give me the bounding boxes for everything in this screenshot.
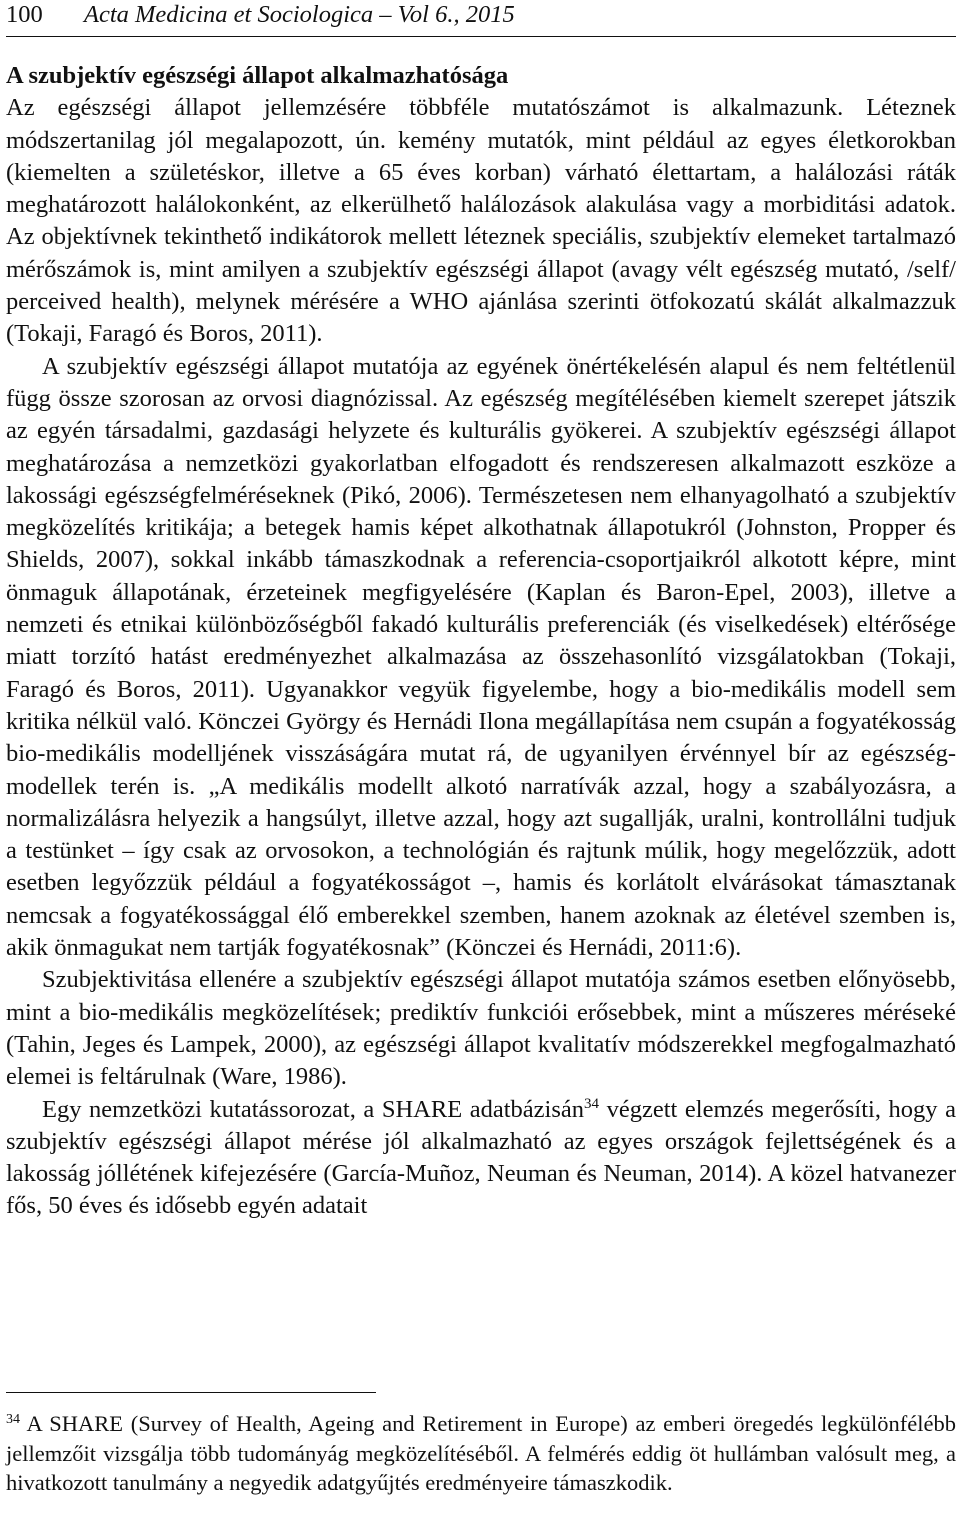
paragraph-4-start: Egy nemzetközi kutatássorozat, a SHARE adatbázisán [42,1095,585,1123]
footnote-text: A SHARE (Survey of Health, Ageing and Retirement in Europe) az emberi öregedés legkülönfélébb jellemzőit vizsgálja több tudományág megközelítéséből. A felmérés eddig öt hullámban valósult meg, a hivatkozott tanulmány a negyedik adatgyűjtés eredményeire támaszkodik. [6,1411,956,1495]
page-number: 100 [6,1,43,28]
paragraph-3: Szubjektivitása ellenére a szubjektív egészségi állapot mutatója számos esetben előnyösebb, mint a bio-medikális megközelítések; prediktív funkciói erősebbek, mint a műszeres méréseké (Tahin, Jeges és Lampek, 2000), az egészségi állapot kvalitatív módszerekkel megfogalmazható elemei is feltárulnak (Ware, 1986). [6,966,956,1091]
footnote-marker: 34 [6,1412,20,1427]
journal-title: Acta Medicina et Sociologica – Vol 6., 2015 [84,1,515,28]
section-heading: A szubjektív egészségi állapot alkalmazhatósága [6,62,509,89]
running-header [6,2,956,37]
footnote-separator [6,1392,376,1393]
paragraph-4-end: végzett elemzés megerősíti, hogy a szubjektív egészségi állapot mérése jól alkalmazható az egyes országok fejlettségének és a lakosság jóllétének kifejezésére (García-Muñoz, Neuman és Neuman, 2014). A közel hatvanezer fős, 50 éves és idősebb egyén adatait [6,1095,956,1220]
footnote-reference[interactable]: 34 [584,1095,600,1112]
paragraph-2: A szubjektív egészségi állapot mutatója az egyének önértékelésén alapul és nem feltétlenül függ össze szorosan az orvosi diagnózissal. Az egészség megítélésében kiemelt szerepet játszik az egyén társadalmi, gazdasági helyzete és kulturális gyökerei. A szubjektív egészségi állapot meghatározása a nemzetközi gyakorlatban elfogadott és rendszeresen alkalmazott eszköze a lakossági egészségfelméréseknek (Pikó, 2006). Természetesen nem elhanyagolható a szubjektív megközelítés kritikája; a betegek hamis képet alkothatnak állapotukról (Johnston, Propper és Shields, 2007), sokkal inkább támaszkodnak a referencia-csoportjaikról alkotott képre, mint önmaguk állapotának, érzeteinek megfigyelésére (Kaplan és Baron-Epel, 2003), illetve a nemzeti és etnikai különbözőségből fakadó kulturális preferenciák (és viselkedések) eltérősége miatt torzító hatást eredményezhet alkalmazása az összehasonlító vizsgálatokban (Tokaji, Faragó és Boros, 2011). Ugyanakkor vegyük figyelembe, hogy a bio-medikális modell sem kritika nélkül való. Könczei György és Hernádi Ilona megállapítása nem csupán a fogyatékosság bio-medikális modelljének visszáságára mutat rá, de ugyanilyen érvénnyel bír az egészség-modellek terén is. „A medikális modellt alkotó narratívák azzal, hogy a szabályozásra, a normalizálásra helyezik a hangsúlyt, illetve azzal, hogy azt sugallják, uralni, kontrollálni tudjuk a testünket – így csak az orvosokon, a technológián és rajtunk múlik, hogy megelőzzük, adott esetben legyőzzük például a fogyatékosságot –, hamis és korlátolt elvárásokat támasztanak nemcsak a fogyatékossággal élő emberekkel szemben, hanem azoknak az életével szemben is, akik önmagukat nem tartják fogyatékosnak” (Könczei és Hernádi, 2011:6). [6,352,956,962]
footnote [6,1409,956,1498]
paragraph-1: Az egészségi állapot jellemzésére többféle mutatószámot is alkalmazunk. Léteznek módszertanilag jól megalapozott, ún. kemény mutatók, mint például az egyes életkorokban (kiemelten a születéskor, illetve a 65 éves korban) várható élettartam, a halálozási ráták meghatározott halálokonként, az elkerülhető halálozások alakulása vagy a morbiditási adatok. Az objektívnek tekinthető indikátorok mellett léteznek speciális, szubjektív elemeket tartalmazó mérőszámok is, mint amilyen a szubjektív egészségi állapot (avagy vélt egészség mutató, /self/ perceived health), melynek mérésére a WHO ajánlása szerinti ötfokozatú skálát alkalmazzuk (Tokaji, Faragó és Boros, 2011). [6,94,956,348]
paragraph-4 [6,1094,956,1223]
main-text [6,60,956,1223]
